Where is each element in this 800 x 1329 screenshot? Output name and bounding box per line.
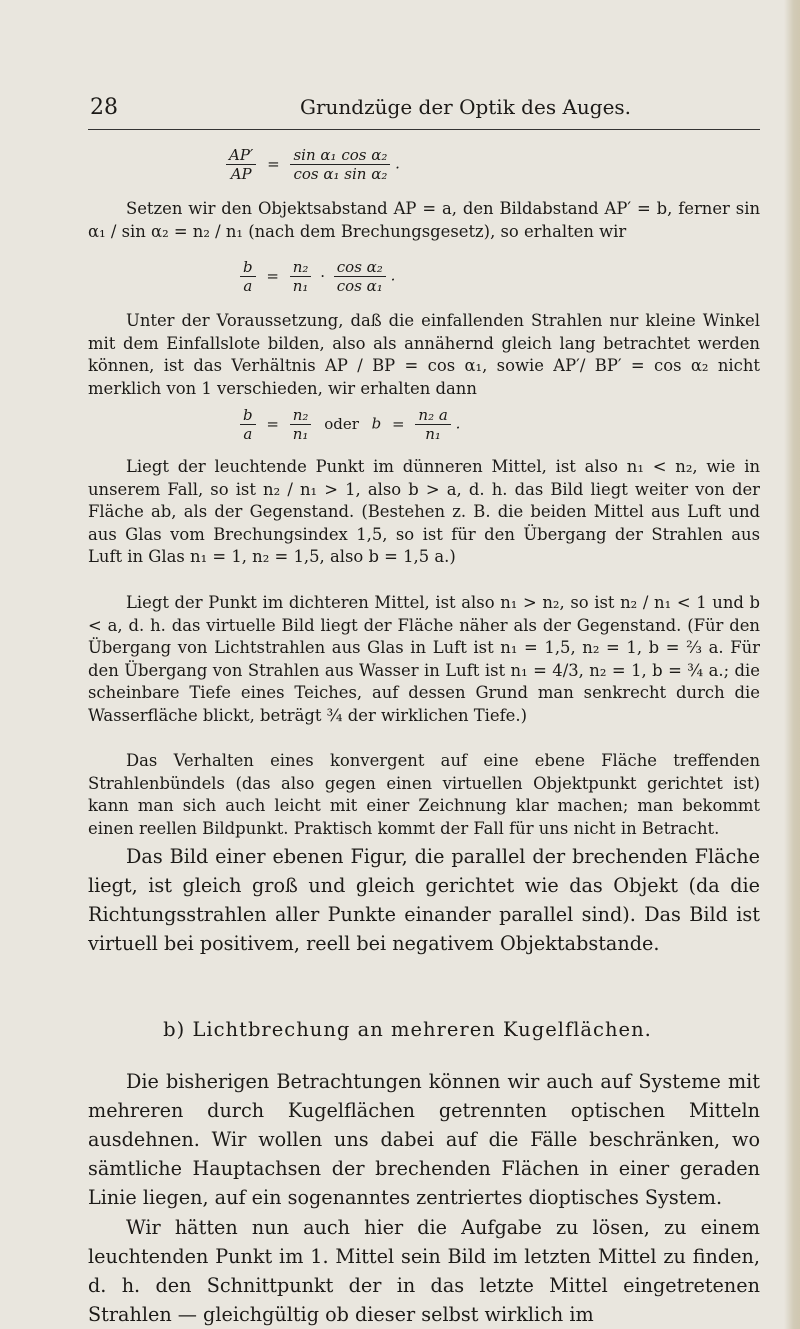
- paragraph-duenneres-mittel: [88, 456, 760, 569]
- paragraph-voraussetzung: [88, 310, 760, 400]
- section-heading: b) Lichtbrechung an mehreren Kugelflächen.: [163, 1018, 652, 1041]
- text-dichteres-mittel: Liegt der Punkt im dichteren Mittel, ist also n₁ > n₂, so ist n₂ / n₁ < 1 und b < a, d. h. das virtuelle Bild liegt der Fläche näher als der Gegenstand. (Für den Übergang von Lichtstrahlen aus Glas in Luft ist n₁ = 1,5, n₂ = 1, b = ⅔ a. Für den Übergang von Strahlen aus Wasser in Luft ist n₁ = 4/3, n₂ = 1, b = ¾ a.; die scheinbare Tiefe eines Teiches, auf dessen Grund man senkrecht durch die Wasserfläche blickt, beträgt ¾ der wirklichen Tiefe.): [88, 593, 760, 725]
- paragraph-kugelflaechen: [88, 1067, 760, 1212]
- text-kugelflaechen: Die bisherigen Betrachtungen können wir auch auf Systeme mit mehreren durch Kugelflächen getrennten optischen Mitteln ausdehnen. Wir wollen uns dabei auf die Fälle beschränken, wo sämtliche Hauptachsen der brechenden Flächen in einer geraden Linie liegen, auf ein sogenanntes zentriertes dioptisches System.: [88, 1070, 760, 1209]
- text-aufgabe: Wir hätten nun auch hier die Aufgabe zu lösen, zu einem leuchtenden Punkt im 1. Mittel sein Bild im letzten Mittel zu finden, d. h. den Schnittpunkt der in das letzte Mittel eingetretenen Strahlen — gleichgültig ob dieser selbst wirklich im: [88, 1216, 760, 1326]
- paragraph-setzen: [88, 198, 760, 243]
- paragraph-ebene-figur: [88, 842, 760, 958]
- page-edge: [784, 0, 800, 1329]
- text-duenneres-mittel: Liegt der leuchtende Punkt im dünneren Mittel, ist also n₁ < n₂, wie in unserem Fall, so ist n₂ / n₁ > 1, also b > a, d. h. das Bild liegt weiter von der Fläche ab, als der Gegenstand. (Bestehen z. B. die beiden Mittel aus Luft und aus Glas vom Brechungsindex 1,5, so ist für den Übergang der Strahlen aus Luft in Glas n₁ = 1, n₂ = 1,5, also b = 1,5 a.): [88, 457, 760, 566]
- running-title: Grundzüge der Optik des Auges.: [300, 95, 632, 119]
- page-number: 28: [90, 95, 118, 120]
- text-konvergent: Das Verhalten eines konvergent auf eine ebene Fläche treffenden Strahlenbündels (das also gegen einen virtuellen Objektpunkt gerichtet ist) kann man sich auch leicht mit einer Zeichnung klar machen; man bekommt einen reellen Bildpunkt. Praktisch kommt der Fall für uns nicht in Betracht.: [88, 751, 760, 838]
- text-ebene-figur: Das Bild einer ebenen Figur, die parallel der brechenden Fläche liegt, ist gleich groß und gleich gerichtet wie das Objekt (da die Richtungsstrahlen aller Punkte einander parallel sind). Das Bild ist virtuell bei positivem, reell bei negativem Objektabstande.: [88, 845, 760, 955]
- text-setzen: Setzen wir den Objektsabstand AP = a, den Bildabstand AP′ = b, ferner sin α₁ / sin α₂ = n₂ / n₁ (nach dem Brechungsgesetz), so erhalten wir: [88, 199, 760, 241]
- paragraph-dichteres-mittel: [88, 592, 760, 727]
- text-voraussetzung: Unter der Voraussetzung, daß die einfallenden Strahlen nur kleine Winkel mit dem Einfallslote bilden, also als annähernd gleich lang betrachtet werden können, ist das Verhältnis AP / BP = cos α₁, sowie AP′/ BP′ = cos α₂ nicht merklich von 1 verschieden, wir erhalten dann: [88, 311, 760, 398]
- header-rule: [88, 129, 760, 130]
- page-header: [50, 95, 765, 125]
- paragraph-konvergent: [88, 750, 760, 840]
- paragraph-aufgabe: [88, 1213, 760, 1329]
